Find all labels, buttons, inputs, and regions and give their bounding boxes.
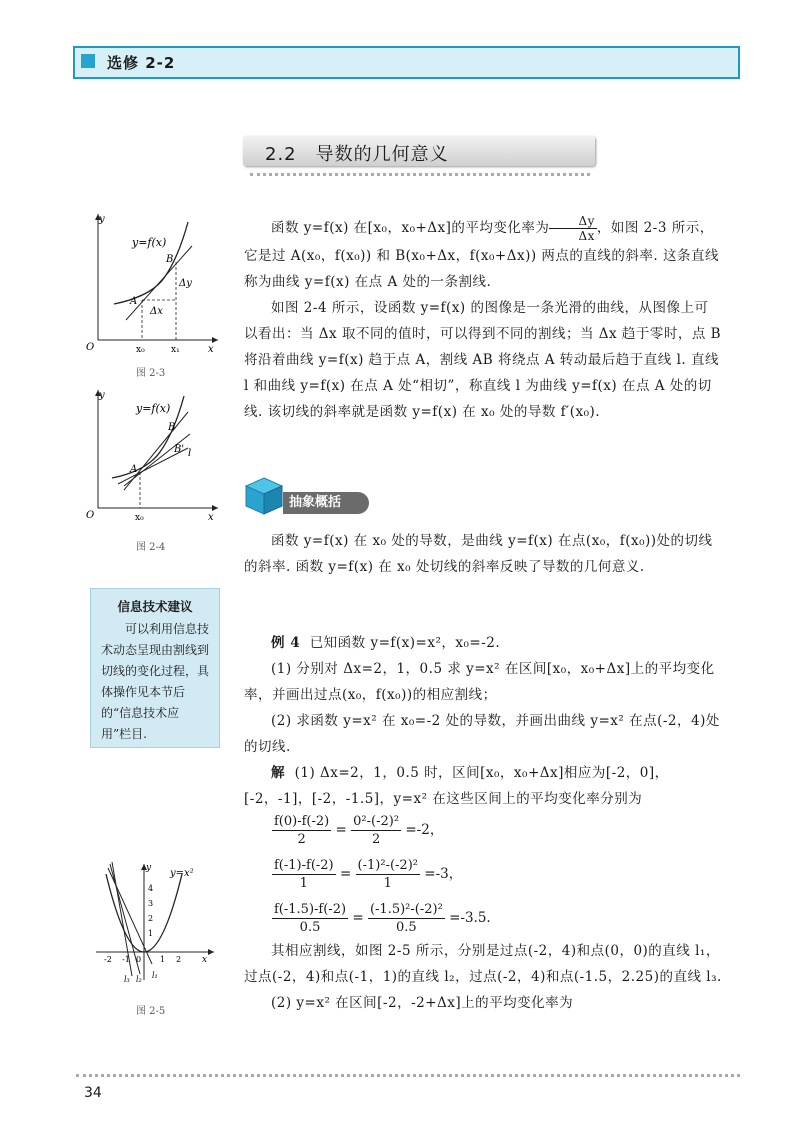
- fig23-point-a: A: [130, 296, 138, 307]
- fig25-l2: l₂: [136, 975, 142, 984]
- fig25-y-label: y: [146, 863, 152, 873]
- example-stem: 例 4 已知函数 y=f(x)=x²，x₀=-2.: [271, 635, 501, 651]
- equation-3: $\frac{f(-1.5)-f(-2)}{0.5}$ = $\frac{\text{(-1.5)²-(-2)²}}{0.5}$ =-3.5.: [274, 902, 491, 935]
- fig25-tick-0: 0: [136, 955, 142, 964]
- fig23-x0: x₀: [136, 345, 145, 355]
- figure-2-3: [84, 208, 224, 356]
- section-title: 2.2 导数的几何意义: [265, 144, 449, 165]
- fig25-tick-4: 4: [148, 884, 154, 893]
- solution-part-1: 解 (1) Δx=2，1，0.5 时，区间[x₀，x₀+Δx]相应为[-2，0]，[-2，-1]，[-2，-1.5]，y=x² 在这些区间上的平均变化率分别为: [244, 765, 669, 807]
- figure-2-5-caption: 图 2-5: [136, 1006, 166, 1017]
- fig25-tick-2: 2: [148, 914, 154, 923]
- footer-divider: [76, 1074, 740, 1077]
- fig25-tick-1x: 1: [160, 955, 166, 964]
- fig23-dx: Δx: [150, 306, 163, 317]
- fig24-point-b: B: [168, 422, 176, 433]
- fig23-dy: Δy: [179, 278, 192, 289]
- fig25-tick-3: 3: [148, 899, 154, 908]
- fig24-curve-label: y=f(x): [136, 402, 171, 415]
- fig25-l1: l₁: [152, 971, 158, 980]
- fig24-x0: x₀: [135, 513, 144, 523]
- header-label: 选修 2-2: [107, 54, 176, 72]
- page-number: 34: [84, 1085, 102, 1101]
- abstract-badge: 抽象概括: [283, 492, 369, 514]
- figure-2-5: [90, 858, 220, 986]
- fig23-curve-label: y=f(x): [132, 236, 167, 249]
- intro-paragraph-1: 函数 y=f(x) 在[x₀，x₀+Δx]的平均变化率为 $\frac{\Delta y}{\Delta x}$ ，如图 2-3 所示，它是过 A(x₀，f(x₀)) 和 B(x₀+Δx，f(x₀+Δx)) 两点的直线的斜率. 这条直线称为曲线 y=f(x) 在点 A 处的一条割线.: [244, 214, 719, 290]
- sidebar-title: 信息技术建议: [117, 599, 193, 614]
- fig23-x-label: x: [208, 344, 214, 355]
- header-marker-icon: [81, 54, 95, 68]
- solution-continued: [244, 938, 722, 1016]
- fig25-l3: l₃: [124, 975, 130, 984]
- fig23-origin: O: [86, 342, 95, 353]
- example-question-1: (1) 分别对 Δx=2，1，0.5 求 y=x² 在区间[x₀，x₀+Δx]上的平均变化率，并画出过点(x₀，f(x₀))的相应割线；: [244, 661, 715, 703]
- fig24-x-label: x: [208, 512, 214, 523]
- solution-label: 解: [271, 765, 285, 781]
- fig23-point-b: B: [166, 254, 174, 265]
- example-4: [244, 630, 722, 812]
- fig25-tick-neg2: -2: [104, 955, 112, 964]
- figure-2-3-caption: 图 2-3: [136, 368, 166, 379]
- example-question-2: (2) 求函数 y=x² 在 x₀=-2 处的导数，并画出曲线 y=x² 在点(-2，4)处的切线.: [244, 713, 720, 755]
- intro-text: [244, 214, 722, 425]
- section-title-tab: [243, 136, 595, 166]
- sidebar-body: 可以利用信息技术动态呈现由割线到切线的变化过程，具体操作见本节后的“信息技术应用”栏目.: [101, 622, 210, 741]
- figure-2-4: [84, 386, 224, 524]
- abstract-text: [244, 528, 722, 580]
- fig25-tick-2x: 2: [176, 955, 182, 964]
- fig24-y-label: y: [99, 390, 105, 401]
- fig25-curve-label: y=x²: [170, 868, 194, 879]
- fig24-line-l: l: [188, 448, 192, 459]
- fig25-x-label: x: [202, 955, 208, 965]
- solution-part-3: (2) y=x² 在区间[-2，-2+Δx]上的平均变化率为: [271, 995, 574, 1011]
- intro-paragraph-2: 如图 2-4 所示，设函数 y=f(x) 的图像是一条光滑的曲线，从图像上可以看出：当 Δx 取不同的值时，可以得到不同的割线；当 Δx 趋于零时，点 B 将沿着曲线 y=f(x) 趋于点 A，割线 AB 将绕点 A 转动最后趋于直线 l. 直线 l 和曲线 y=f(x) 在点 A 处“相切”，称直线 l 为曲线 y=f(x) 在点 A 处的切线. 该切线的斜率就是函数 y=f(x) 在 x₀ 处的导数 f′(x₀).: [244, 300, 722, 420]
- fig24-point-b-prime: B': [174, 444, 185, 455]
- cube-icon: [242, 474, 286, 518]
- equation-2: $\frac{f(-1)-f(-2)}{1}$ = $\frac{\text{(-1)²-(-2)²}}{1}$ =-3，: [274, 858, 463, 891]
- info-tech-sidebar: [90, 588, 220, 748]
- dy-dx-fraction: $\frac{\Delta y}{\Delta x}$: [549, 214, 596, 243]
- equation-1: $\frac{f(0)-f(-2)}{2}$ = $\frac{\text{0²-(-2)²}}{2}$ =-2，: [274, 814, 444, 847]
- fig23-x1: x₁: [171, 345, 180, 355]
- fig24-origin: O: [86, 510, 95, 521]
- abstract-paragraph: 函数 y=f(x) 在 x₀ 处的导数，是曲线 y=f(x) 在点(x₀，f(x₀))处的切线的斜率. 函数 y=f(x) 在 x₀ 处切线的斜率反映了导数的几何意义.: [244, 533, 713, 575]
- fig24-point-a: A: [130, 464, 138, 475]
- example-heading: 例 4: [271, 635, 301, 651]
- solution-part-2: 其相应割线，如图 2-5 所示，分别是过点(-2，4)和点(0，0)的直线 l₁，过点(-2，4)和点(-1，1)的直线 l₂，过点(-2，4)和点(-1.5，2.25)的直线 l₃.: [244, 943, 722, 985]
- fig23-y-label: y: [99, 214, 105, 225]
- figure-2-4-caption: 图 2-4: [136, 542, 166, 553]
- fig25-tick-neg1: -1: [122, 955, 130, 964]
- fig25-tick-1: 1: [148, 929, 154, 938]
- section-title-divider: [250, 173, 590, 176]
